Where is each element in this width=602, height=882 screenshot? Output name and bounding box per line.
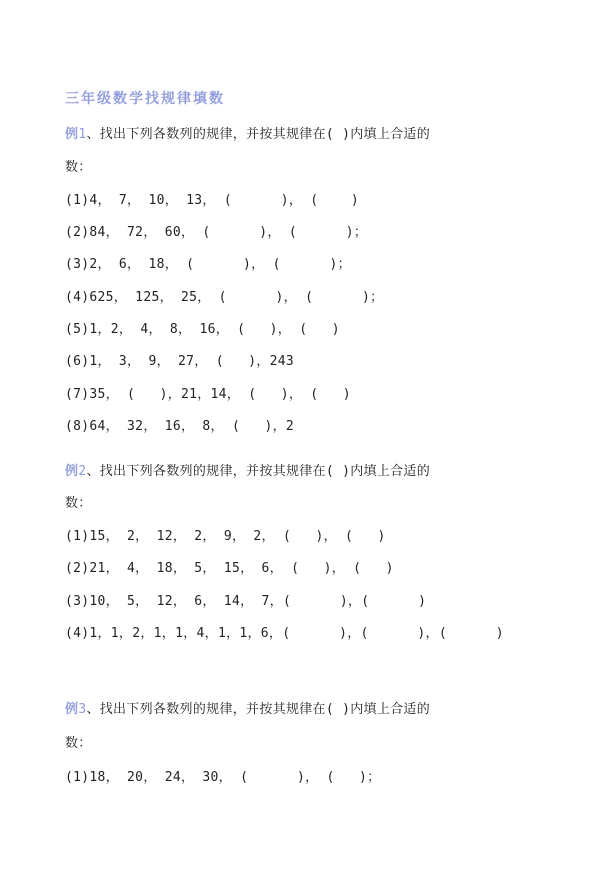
example-3-number: 3 [78,702,87,717]
example-1-number: 1 [78,127,87,142]
example-3-instruction-cont: 数： [65,736,92,751]
example-2-number: 2 [78,464,87,479]
example-1-item-7: (7)35， ( )，21，14， ( )， ( ) [65,387,351,402]
document-title: 三年级数学找规律填数 [65,91,225,107]
example-3-item-1: (1)18， 20， 24， 30， ( )， ( )； [65,770,381,785]
example-2-text: 、找出下列各数列的规律，并按其规律在( )内填上合适的 [86,464,431,479]
example-3-text: 、找出下列各数列的规律，并按其规律在( )内填上合适的 [86,702,431,717]
example-1-item-8: (8)64， 32， 16， 8， ( )，2 [65,419,295,434]
example-2-instruction-cont: 数： [65,496,92,511]
example-2-instruction [65,460,430,479]
example-2-label: 例 [65,464,79,479]
example-1-item-4: (4)625， 125， 25， ( )， ( )； [65,290,384,305]
example-3-label: 例 [65,702,79,717]
example-2-item-1: (1)15， 2， 12， 2， 9， 2， ( )， ( ) [65,529,386,544]
example-2-item-2: (2)21， 4， 18， 5， 15， 6， ( )， ( ) [65,561,394,576]
example-1-instruction [65,123,430,142]
example-1-item-2: (2)84， 72， 60， ( )， ( )； [65,225,368,240]
example-1-instruction-cont: 数： [65,160,92,175]
example-3-instruction [65,698,430,717]
example-1-item-1: (1)4， 7， 10， 13， ( )， ( ) [65,193,360,208]
example-2-item-4: (4)1，1，2，1，1，4，1，1，6，( )，( )，( ) [65,626,504,641]
example-1-label: 例 [65,127,79,142]
example-1-item-3: (3)2， 6， 18， ( )， ( )； [65,257,351,272]
example-2-item-3: (3)10， 5， 12， 6， 14， 7，( )，( ) [65,594,427,609]
example-1-text: 、找出下列各数列的规律，并按其规律在( )内填上合适的 [86,127,431,142]
example-1-item-6: (6)1， 3， 9， 27， ( )，243 [65,354,295,369]
example-1-item-5: (5)1，2， 4， 8， 16， ( )， ( ) [65,322,340,337]
